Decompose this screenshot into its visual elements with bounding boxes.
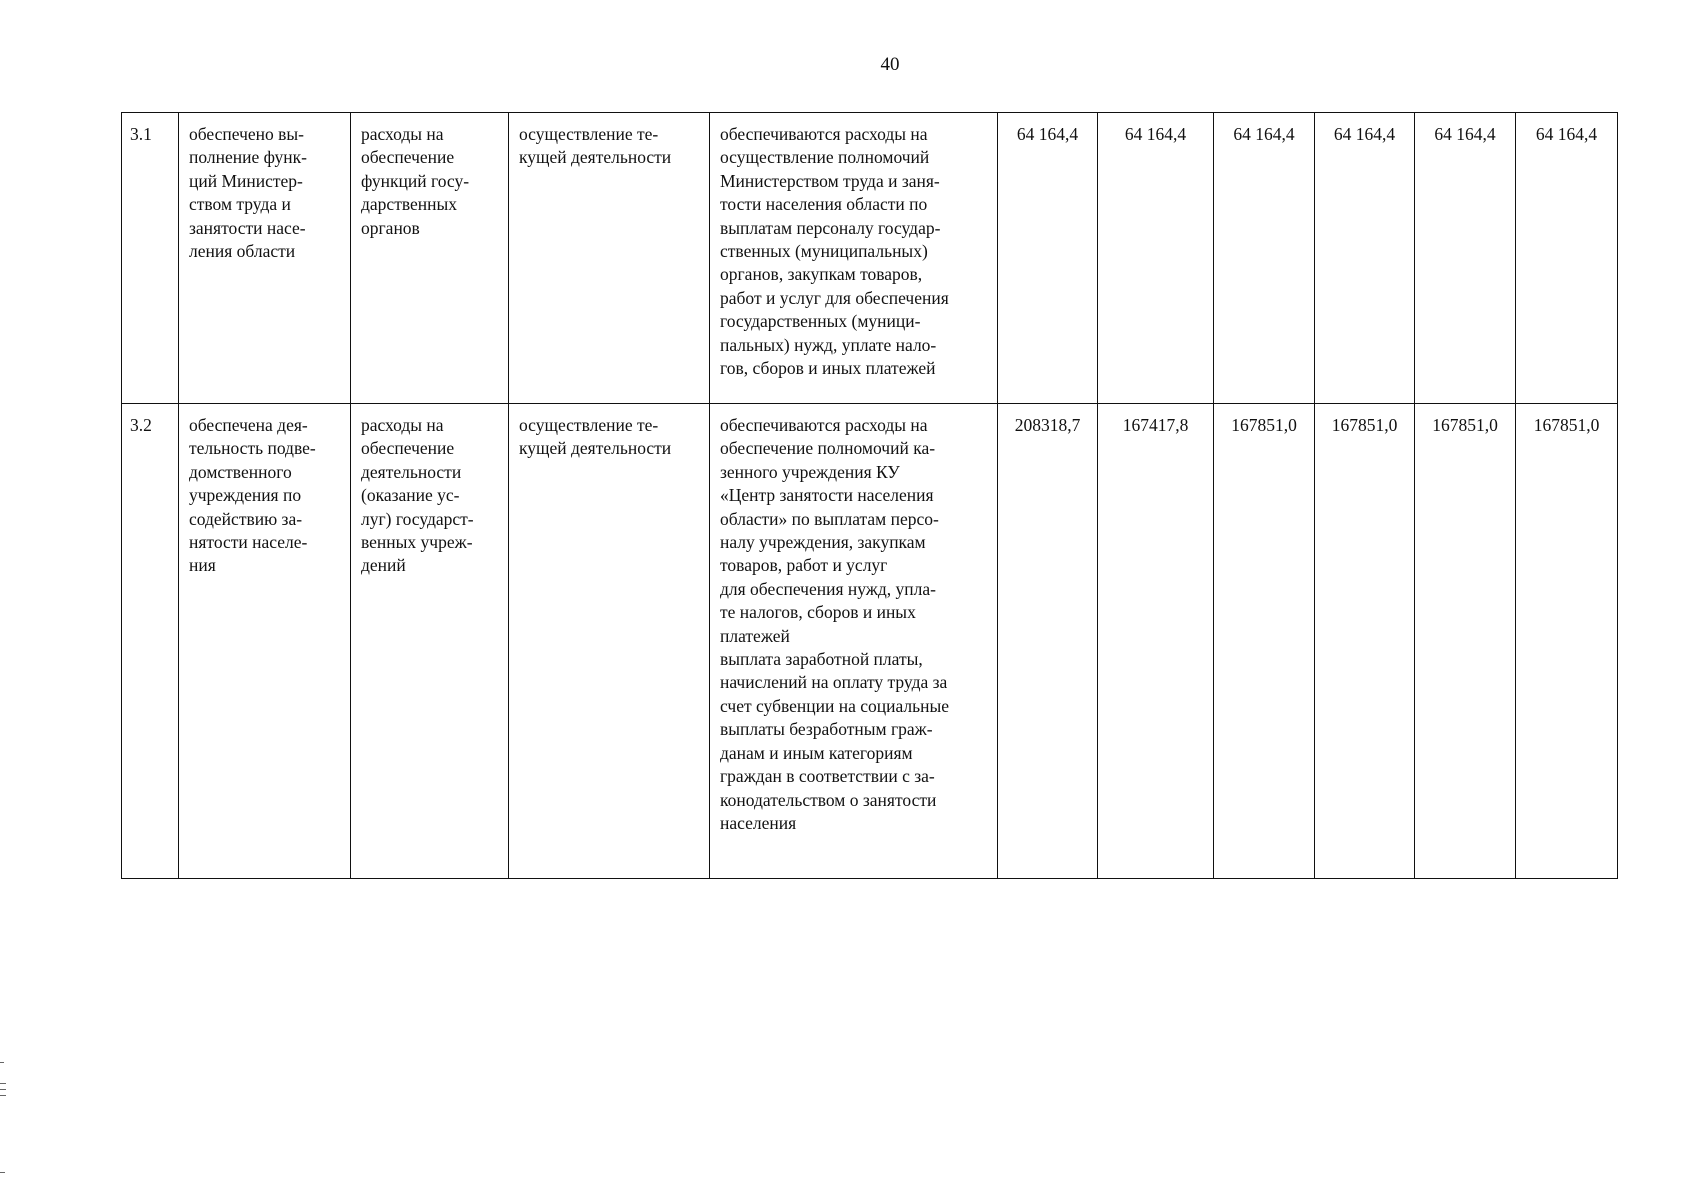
scan-mark: [0, 1089, 6, 1090]
scan-margin-marks: [0, 1062, 10, 1182]
value-text: 167851,0: [1432, 415, 1498, 435]
activity-text: осуществление те- кущей деятельности: [519, 415, 672, 459]
description-cell: [710, 113, 998, 404]
result-text: обеспечено вы- полнение функ- ций Министер- ством труда и занятости насе- ления области: [189, 124, 307, 262]
value-cell: [998, 113, 1098, 404]
expense-type-cell: [351, 113, 509, 404]
row-index: 3.1: [130, 124, 152, 144]
value-text: 167851,0: [1533, 415, 1600, 435]
page-number: 40: [880, 54, 900, 75]
value-cell: [1098, 113, 1214, 404]
program-expenses-table: [121, 112, 1618, 879]
value-cell: [1315, 113, 1415, 404]
row-index-cell: [122, 113, 179, 404]
value-text: 208318,7: [1014, 415, 1081, 435]
value-cell: [1415, 404, 1516, 879]
value-cell: [1098, 404, 1214, 879]
result-cell: [179, 404, 351, 879]
value-cell: [1415, 113, 1516, 404]
table-row: [122, 113, 1618, 404]
scan-mark: [0, 1095, 6, 1096]
value-text: 167851,0: [1231, 415, 1297, 435]
activity-text: осуществление те- кущей деятельности: [519, 124, 672, 168]
value-text: 64 164,4: [1535, 124, 1598, 144]
value-text: 64 164,4: [1333, 124, 1396, 144]
value-text: 64 164,4: [1434, 124, 1496, 144]
description-text: обеспечиваются расходы на осуществление полномочий Министерством труда и заня- тости населения области по выплатам персоналу государ- ственных (муниципальных) органов, закупкам товаров, работ и услуг для обеспечения государственных (муници- пальных) нужд, уплате нало- гов, сборов и иных платежей: [720, 124, 949, 379]
expense-type-text: расходы на обеспечение деятельности (оказание ус- луг) государст- венных учреж- дений: [361, 415, 474, 576]
scan-mark: [0, 1083, 6, 1084]
expense-type-text: расходы на обеспечение функций госу- дарственных органов: [361, 124, 470, 238]
description-cell: [710, 404, 998, 879]
activity-cell: [509, 113, 710, 404]
result-cell: [179, 113, 351, 404]
expense-type-cell: [351, 404, 509, 879]
value-text: 64 164,4: [1233, 124, 1295, 144]
row-index-cell: [122, 404, 179, 879]
scan-mark: [0, 1172, 5, 1173]
value-cell: [1516, 404, 1618, 879]
value-cell: [1516, 113, 1618, 404]
value-cell: [1214, 113, 1315, 404]
row-index: 3.2: [130, 415, 152, 435]
description-text: обеспечиваются расходы на обеспечение полномочий ка- зенного учреждения КУ «Центр занятости населения области» по выплатам персо- налу учреждения, закупкам товаров, работ и услуг для обеспечения нужд, упла- те налогов, сборов и иных платежей выплата заработной платы, начислений на оплату труда за счет субвенции на социальные выплаты безработным граж- данам и иным категориям граждан в соответствии с за- конодательством о занятости населения: [720, 415, 950, 833]
table-row: [122, 404, 1618, 879]
activity-cell: [509, 404, 710, 879]
value-text: 167417,8: [1122, 415, 1189, 435]
scan-mark: [0, 1062, 4, 1063]
value-text: 64 164,4: [1016, 124, 1079, 144]
value-cell: [1214, 404, 1315, 879]
value-cell: [998, 404, 1098, 879]
result-text: обеспечена дея- тельность подве- домственного учреждения по содействию за- нятости населе- ния: [189, 415, 316, 576]
value-text: 167851,0: [1331, 415, 1398, 435]
value-text: 64 164,4: [1124, 124, 1187, 144]
value-cell: [1315, 404, 1415, 879]
